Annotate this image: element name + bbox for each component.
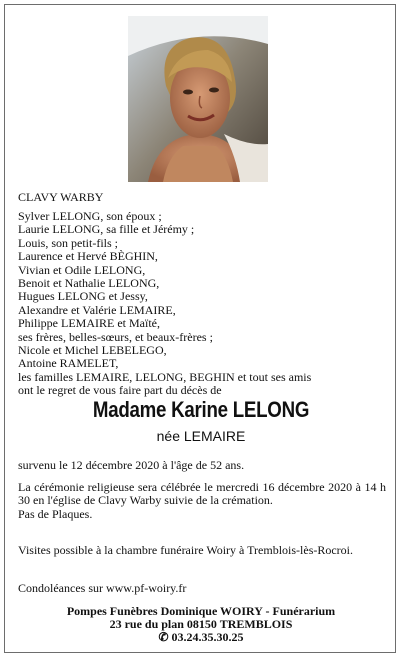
family-line: Philippe LEMAIRE et Maïté,: [18, 316, 160, 331]
family-list: [18, 210, 386, 398]
condolences-info: Condoléances sur www.pf-woiry.fr: [18, 581, 187, 595]
family-line: Laurence et Hervé BÈGHIN,: [18, 249, 158, 264]
visits-info: Visites possible à la chambre funéraire Woiry à Tremblois-lès-Rocroi.: [18, 543, 354, 557]
family-line: Nicole et Michel LEBELEGO,: [18, 343, 167, 358]
family-line: les familles LEMAIRE, LELONG, BEGHIN et tout ses amis: [18, 369, 312, 384]
deceased-name: Madame Karine LELONG: [92, 397, 310, 422]
family-line: ses frères, belles-sœurs, et beaux-frères ;: [18, 329, 213, 344]
family-line: Benoit et Nathalie LELONG,: [18, 276, 160, 291]
family-line: Alexandre et Valérie LEMAIRE,: [18, 302, 176, 317]
location-heading: CLAVY WARBY: [18, 190, 104, 204]
company-phone: ✆ 03.24.35.30.25: [158, 630, 244, 644]
no-plaques-text: Pas de Plaques.: [18, 506, 93, 521]
death-info: survenu le 12 décembre 2020 à l'âge de 52 ans.: [18, 458, 245, 472]
company-address: 23 rue du plan 08150 TREMBLOIS: [109, 617, 293, 631]
family-line: Laurie LELONG, sa fille et Jérémy ;: [18, 222, 195, 237]
family-line: ont le regret de vous faire part du décès de: [18, 383, 222, 398]
family-line: Sylver LELONG, son époux ;: [18, 209, 162, 223]
maiden-name: née LEMAIRE: [156, 428, 246, 444]
ceremony-text: La cérémonie religieuse sera célébrée le mercredi 16 décembre 2020 à 14 h 30 en l'église de Clavy Warby suivie de la crémation.: [18, 480, 386, 508]
family-line: Vivian et Odile LELONG,: [18, 262, 146, 277]
family-line: Antoine RAMELET,: [18, 356, 119, 371]
family-line: Hugues LELONG et Jessy,: [18, 289, 148, 304]
funeral-home-footer: [0, 605, 402, 644]
company-name: Pompes Funèbres Dominique WOIRY - Funérarium: [66, 604, 336, 618]
portrait-photo: [128, 16, 268, 182]
ceremony-info: [18, 481, 386, 521]
family-line: Louis, son petit-fils ;: [18, 235, 118, 250]
